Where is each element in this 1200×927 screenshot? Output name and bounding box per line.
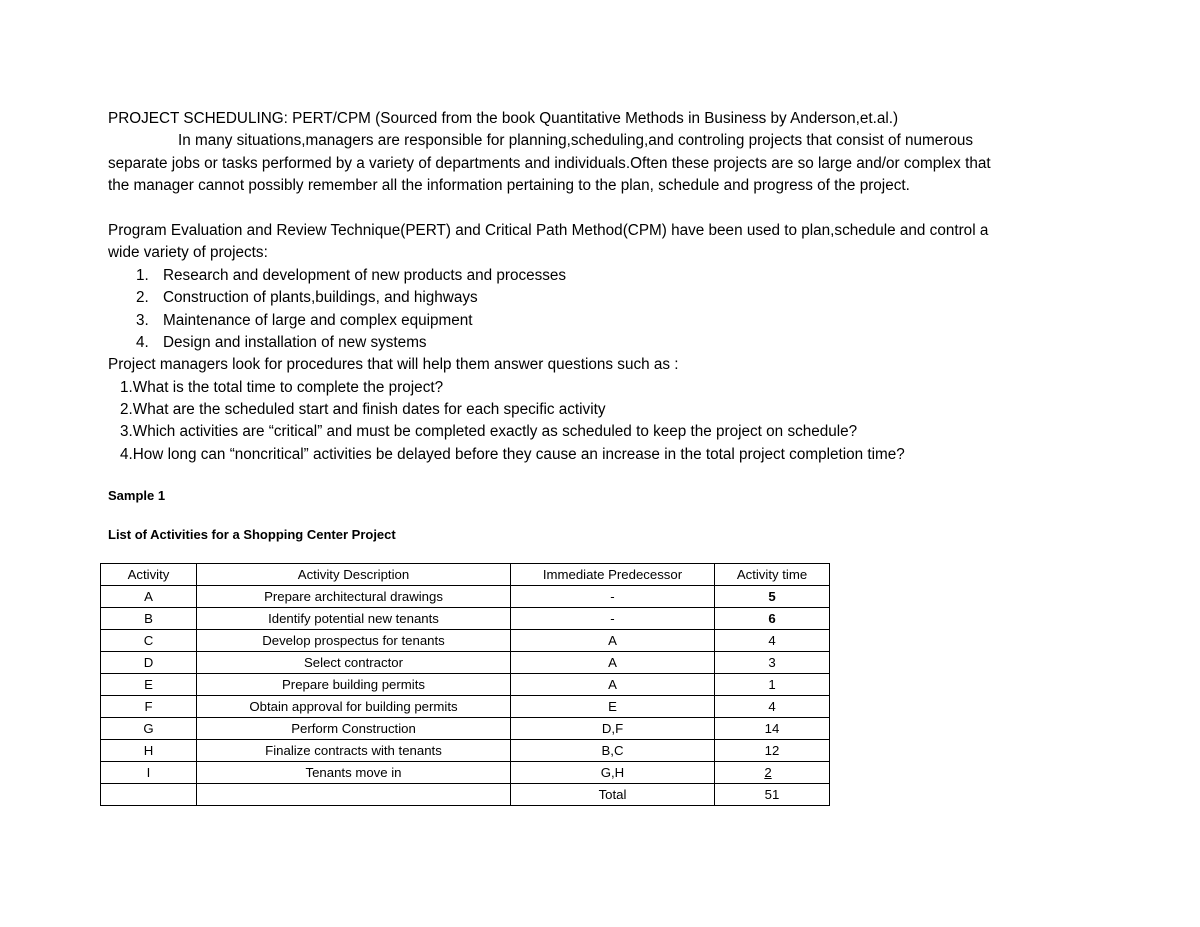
table-row: [101, 630, 830, 652]
list-item: [108, 287, 1098, 309]
table-header-row: [101, 564, 830, 586]
intro-line-2: separate jobs or tasks performed by a variety of departments and individuals.Often these projects are so large and/or complex that: [108, 154, 991, 172]
description-cell: Perform Construction: [197, 718, 511, 740]
description-cell: Develop prospectus for tenants: [197, 630, 511, 652]
time-cell: 14: [715, 718, 830, 740]
intro-line-1: In many situations,managers are responsible for planning,scheduling,and controling projects that consist of numerous: [178, 132, 974, 150]
time-value-underlined: 2: [764, 765, 772, 780]
table-row: [101, 696, 830, 718]
activities-table: [100, 563, 830, 806]
list-item: [108, 265, 1098, 287]
description-cell: Obtain approval for building permits: [197, 696, 511, 718]
time-cell: 3: [715, 652, 830, 674]
table-row: [101, 674, 830, 696]
activity-cell: C: [101, 630, 197, 652]
list-item-number: 2.: [136, 289, 149, 307]
column-header-time: Activity time: [715, 564, 830, 586]
table-total-row: [101, 784, 830, 806]
predecessor-cell: A: [511, 630, 715, 652]
question-item: 2.What are the scheduled start and finish dates for each specific activity: [120, 401, 606, 419]
predecessor-cell: A: [511, 674, 715, 696]
time-cell: 6: [715, 608, 830, 630]
intro-line-3: the manager cannot possibly remember all the information pertaining to the plan, schedule and progress of the project.: [108, 177, 910, 195]
list-item-text: Research and development of new products and processes: [163, 266, 567, 284]
list-item-text: Maintenance of large and complex equipment: [163, 311, 473, 329]
activity-cell: D: [101, 652, 197, 674]
description-cell: Identify potential new tenants: [197, 608, 511, 630]
time-cell: 4: [715, 630, 830, 652]
list-item-number: 1.: [136, 266, 149, 284]
list-item-number: 4.: [136, 333, 149, 351]
empty-cell: [197, 784, 511, 806]
activity-cell: E: [101, 674, 197, 696]
time-cell: 1: [715, 674, 830, 696]
question-item: 3.Which activities are “critical” and must be completed exactly as scheduled to keep the project on schedule?: [120, 423, 858, 441]
activity-cell: F: [101, 696, 197, 718]
pert-line-2: wide variety of projects:: [108, 244, 268, 262]
list-item-text: Construction of plants,buildings, and highways: [163, 289, 478, 307]
description-cell: Finalize contracts with tenants: [197, 740, 511, 762]
predecessor-cell: A: [511, 652, 715, 674]
total-value-cell: 51: [715, 784, 830, 806]
column-header-description: Activity Description: [197, 564, 511, 586]
list-item-number: 3.: [136, 311, 149, 329]
activity-cell: G: [101, 718, 197, 740]
predecessor-cell: E: [511, 696, 715, 718]
time-cell: 12: [715, 740, 830, 762]
activity-cell: I: [101, 762, 197, 784]
time-cell: 4: [715, 696, 830, 718]
table-row: [101, 586, 830, 608]
questions-intro: Project managers look for procedures that will help them answer questions such as :: [108, 356, 679, 374]
description-cell: Prepare architectural drawings: [197, 586, 511, 608]
time-cell: 5: [715, 586, 830, 608]
document-body: [108, 108, 1098, 466]
description-cell: Tenants move in: [197, 762, 511, 784]
activity-cell: A: [101, 586, 197, 608]
list-item-text: Design and installation of new systems: [163, 333, 427, 351]
predecessor-cell: D,F: [511, 718, 715, 740]
activity-cell: B: [101, 608, 197, 630]
time-cell: [715, 762, 830, 784]
empty-cell: [101, 784, 197, 806]
pert-line-1: Program Evaluation and Review Technique(PERT) and Critical Path Method(CPM) have been used to plan,schedule and control a: [108, 221, 989, 239]
predecessor-cell: B,C: [511, 740, 715, 762]
sample-label: Sample 1: [108, 488, 166, 503]
predecessor-cell: -: [511, 608, 715, 630]
table-row: [101, 718, 830, 740]
column-header-activity: Activity: [101, 564, 197, 586]
table-row: [101, 762, 830, 784]
description-cell: Prepare building permits: [197, 674, 511, 696]
list-item: [108, 310, 1098, 332]
table-row: [101, 740, 830, 762]
list-item: [108, 332, 1098, 354]
table-title: List of Activities for a Shopping Center Project: [108, 527, 396, 542]
question-item: 4.How long can “noncritical” activities be delayed before they cause an increase in the total project completion time?: [120, 445, 905, 463]
activity-cell: H: [101, 740, 197, 762]
table-row: [101, 608, 830, 630]
table-row: [101, 652, 830, 674]
predecessor-cell: G,H: [511, 762, 715, 784]
question-item: 1.What is the total time to complete the project?: [120, 378, 444, 396]
description-cell: Select contractor: [197, 652, 511, 674]
column-header-predecessor: Immediate Predecessor: [511, 564, 715, 586]
document-title: PROJECT SCHEDULING: PERT/CPM (Sourced from the book Quantitative Methods in Business by Anderson,et.al.): [108, 110, 899, 127]
total-label-cell: Total: [511, 784, 715, 806]
predecessor-cell: -: [511, 586, 715, 608]
